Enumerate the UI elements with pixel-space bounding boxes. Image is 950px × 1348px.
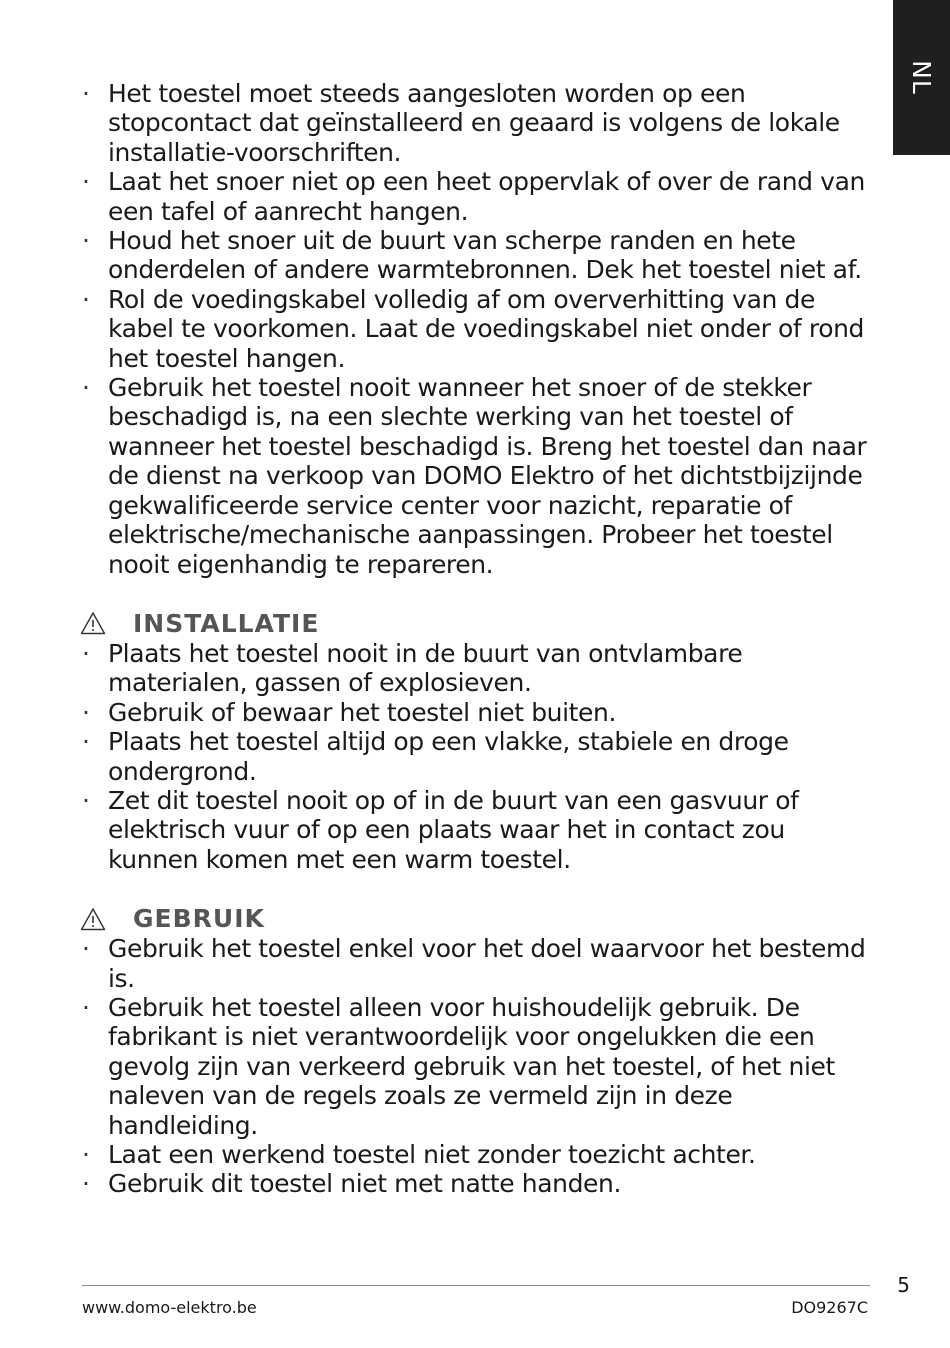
warning-triangle-icon bbox=[80, 907, 106, 931]
warning-triangle-icon bbox=[80, 611, 106, 635]
gebruik-list bbox=[80, 934, 880, 1199]
section-title: GEBRUIK bbox=[133, 903, 265, 933]
list-item: · Rol de voedingskabel volledig af om oververhitting van de kabel te voorkomen. Laat de voedingskabel niet onder of rond het toestel hangen. bbox=[80, 285, 880, 373]
list-item: · Plaats het toestel nooit in de buurt van ontvlambare materialen, gassen of explosieven. bbox=[80, 639, 880, 698]
list-item: · Gebruik het toestel alleen voor huishoudelijk gebruik. De fabrikant is niet verantwoordelijk voor ongelukken die een gevolg zijn van verkeerd gebruik van het toestel, of het niet naleven van de regels zoals ze vermeld zijn in deze handleiding. bbox=[80, 993, 880, 1140]
website-link[interactable]: www.domo-elektro.be bbox=[82, 1298, 257, 1317]
list-item: · Plaats het toestel altijd op een vlakke, stabiele en droge ondergrond. bbox=[80, 727, 880, 786]
installatie-list bbox=[80, 639, 880, 874]
list-item: · Laat het snoer niet op een heet oppervlak of over de rand van een tafel of aanrecht hangen. bbox=[80, 167, 880, 226]
list-item: · Houd het snoer uit de buurt van scherpe randen en hete onderdelen of andere warmtebronnen. Dek het toestel niet af. bbox=[80, 226, 880, 285]
footer-divider bbox=[82, 1285, 870, 1286]
list-item: · Gebruik het toestel nooit wanneer het snoer of de stekker beschadigd is, na een slechte werking van het toestel of wanneer het toestel beschadigd is. Breng het toestel dan naar de dienst na verkoop van DOMO Elektro of het dichtstbijzijnde gekwalificeerde service center voor nazicht, reparatie of elektrische/mechanische aanpassingen. Probeer het toestel nooit eigenhandig te repareren. bbox=[80, 373, 880, 579]
section-heading bbox=[80, 903, 880, 934]
language-label: NL bbox=[906, 60, 936, 95]
list-item: · Laat een werkend toestel niet zonder toezicht achter. bbox=[80, 1140, 880, 1169]
list-item: · Zet dit toestel nooit op of in de buurt van een gasvuur of elektrisch vuur of op een plaats waar het in contact zou kunnen komen met een warm toestel. bbox=[80, 786, 880, 874]
list-item: · Gebruik dit toestel niet met natte handen. bbox=[80, 1169, 880, 1198]
list-item: · Gebruik of bewaar het toestel niet buiten. bbox=[80, 698, 880, 727]
model-number: DO9267C bbox=[791, 1298, 868, 1317]
page-content bbox=[80, 79, 880, 1199]
installatie-section bbox=[80, 608, 880, 874]
page-number: 5 bbox=[897, 1273, 910, 1297]
section-title: INSTALLATIE bbox=[133, 608, 320, 638]
list-item: · Het toestel moet steeds aangesloten worden op een stopcontact dat geïnstalleerd en geaard is volgens de lokale installatie-voorschriften. bbox=[80, 79, 880, 167]
language-tab bbox=[893, 0, 950, 155]
intro-list bbox=[80, 79, 880, 579]
section-heading bbox=[80, 608, 880, 639]
list-item: · Gebruik het toestel enkel voor het doel waarvoor het bestemd is. bbox=[80, 934, 880, 993]
gebruik-section bbox=[80, 903, 880, 1199]
